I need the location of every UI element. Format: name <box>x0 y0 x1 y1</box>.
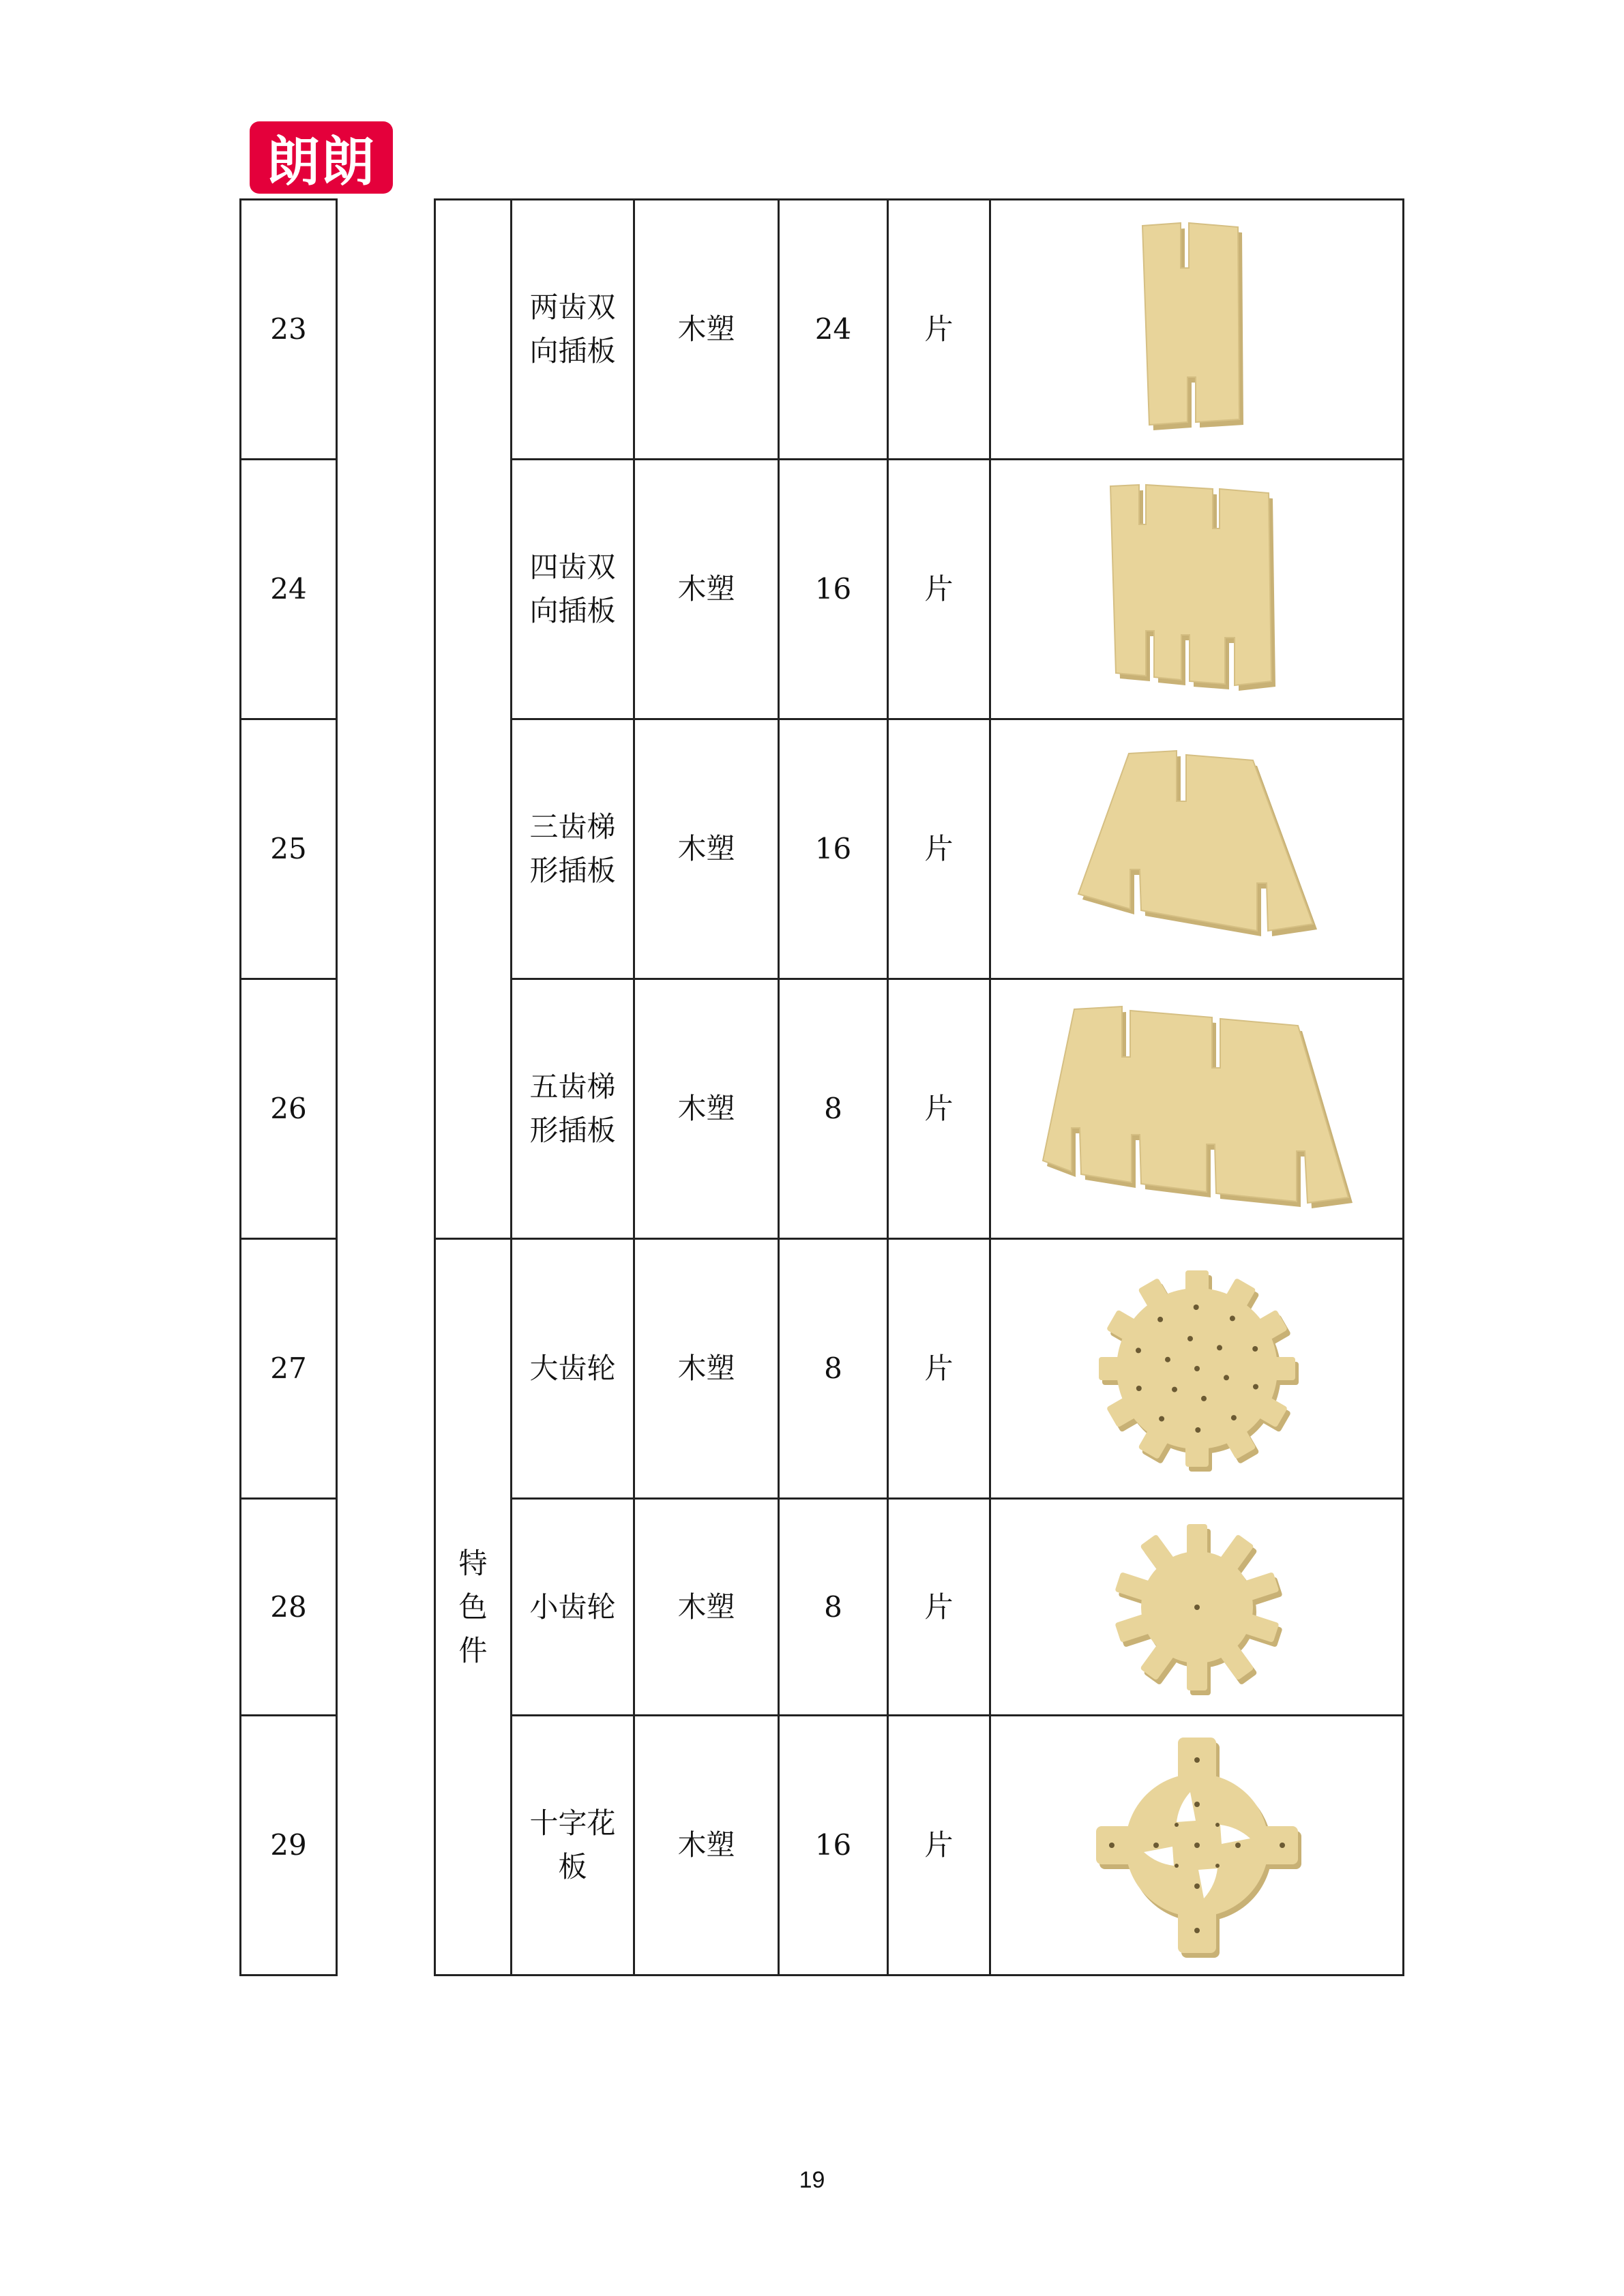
part-image-cell <box>990 979 1404 1239</box>
table-row <box>435 1239 1404 1499</box>
part-name-cell <box>512 1716 634 1976</box>
part-image-cell <box>990 200 1404 460</box>
unit-cell: 片 <box>888 1499 990 1716</box>
unit-cell: 片 <box>888 200 990 460</box>
table-row <box>435 979 1404 1239</box>
quantity-cell: 8 <box>779 979 888 1239</box>
four-tooth-double-plug-plate-image <box>1098 477 1296 702</box>
material-cell: 木塑 <box>634 1239 779 1499</box>
row-number: 28 <box>241 1499 337 1716</box>
part-name-cell <box>512 460 634 719</box>
part-image-cell <box>990 719 1404 979</box>
unit-cell: 片 <box>888 719 990 979</box>
part-name: 五齿梯形插板 <box>529 1070 616 1147</box>
cross-flower-plate-image <box>1088 1729 1306 1961</box>
quantity-cell: 8 <box>779 1239 888 1499</box>
material-cell: 木塑 <box>634 979 779 1239</box>
two-tooth-double-plug-plate-image <box>1122 213 1272 445</box>
row-number: 26 <box>241 979 337 1239</box>
table-row <box>435 1499 1404 1716</box>
row-number: 23 <box>241 200 337 460</box>
quantity-cell: 24 <box>779 200 888 460</box>
part-name: 大齿轮 <box>529 1352 616 1385</box>
brand-logo: 朗朗 <box>250 121 393 194</box>
material-cell: 木塑 <box>634 200 779 460</box>
row-number: 27 <box>241 1239 337 1499</box>
unit-cell: 片 <box>888 460 990 719</box>
index-number-column <box>239 198 338 1976</box>
quantity-cell: 16 <box>779 719 888 979</box>
part-name: 四齿双向插板 <box>529 550 616 627</box>
row-number: 24 <box>241 460 337 719</box>
row-number: 29 <box>241 1716 337 1976</box>
part-name: 三齿梯形插板 <box>529 810 616 887</box>
parts-table <box>434 198 1404 1976</box>
row-number: 25 <box>241 719 337 979</box>
part-name: 十字花板 <box>529 1806 616 1883</box>
material-cell: 木塑 <box>634 1716 779 1976</box>
table-row <box>435 460 1404 719</box>
table-row <box>435 1716 1404 1976</box>
material-cell: 木塑 <box>634 1499 779 1716</box>
part-image-cell <box>990 1716 1404 1976</box>
part-image-cell <box>990 460 1404 719</box>
table-row <box>435 719 1404 979</box>
large-gear-image <box>1095 1259 1299 1478</box>
part-image-cell <box>990 1499 1404 1716</box>
unit-cell: 片 <box>888 979 990 1239</box>
table-row <box>435 200 1404 460</box>
part-name: 小齿轮 <box>529 1590 616 1624</box>
five-tooth-trapezoid-plate-image <box>1033 1000 1361 1218</box>
part-name-cell <box>512 1239 634 1499</box>
material-cell: 木塑 <box>634 460 779 719</box>
part-name-cell <box>512 719 634 979</box>
unit-cell: 片 <box>888 1716 990 1976</box>
three-tooth-trapezoid-plate-image <box>1067 740 1327 958</box>
category-label: 特色件 <box>458 1546 488 1667</box>
quantity-cell: 16 <box>779 460 888 719</box>
unit-cell: 片 <box>888 1239 990 1499</box>
part-name-cell <box>512 200 634 460</box>
category-cell-blank <box>435 200 512 1239</box>
page-number: 19 <box>799 2167 825 2193</box>
category-cell <box>435 1239 512 1976</box>
material-cell: 木塑 <box>634 719 779 979</box>
quantity-cell: 16 <box>779 1716 888 1976</box>
part-name-cell <box>512 979 634 1239</box>
quantity-cell: 8 <box>779 1499 888 1716</box>
part-name-cell <box>512 1499 634 1716</box>
part-image-cell <box>990 1239 1404 1499</box>
part-name: 两齿双向插板 <box>529 290 616 368</box>
small-gear-image <box>1098 1505 1296 1710</box>
